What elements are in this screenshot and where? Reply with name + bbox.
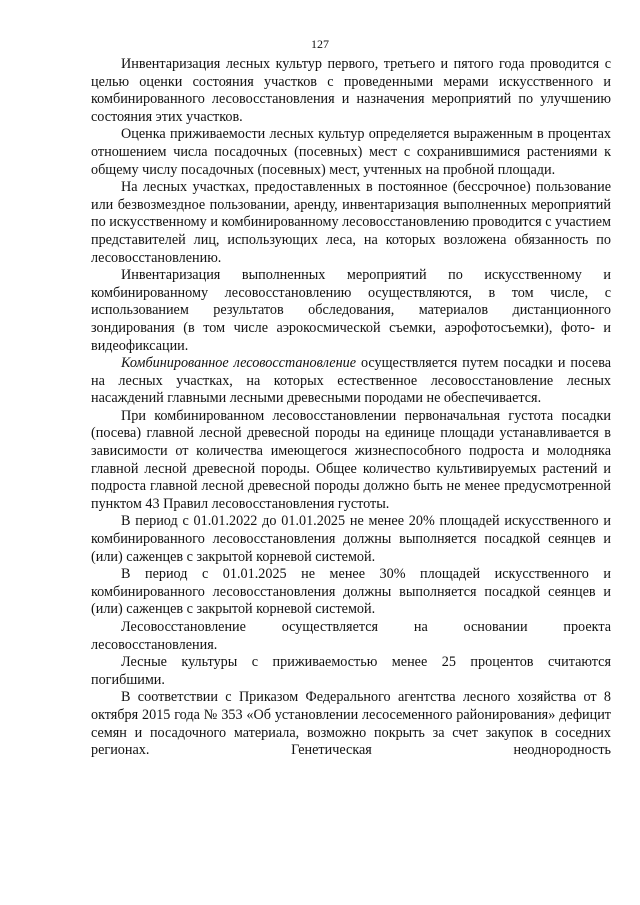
paragraph-text: Лесные культуры с приживаемостью менее 25 процентов считаются погибшими. (91, 654, 611, 688)
paragraph (91, 513, 611, 566)
paragraph (91, 619, 611, 654)
paragraph-text: Инвентаризация выполненных мероприятий по искусственному и комбинированному лесовосстановлению осуществляются, в том числе, с использованием результатов обследования, материалов дистанционного зондирования (в том числе аэрокосмической съемки, аэрофотосъемки), фото- и видеофиксации. (91, 267, 611, 354)
emphasized-term: Комбинированное лесовосстановление (121, 355, 357, 372)
paragraph (91, 355, 611, 408)
page-number: 127 (311, 37, 329, 51)
paragraph-text: осуществляется путем посадки и посева на лесных участках, на которых естественное лесовосстановление лесных насаждений главными лесными древесными породами не обеспечивается. (91, 355, 611, 407)
paragraph-text: Инвентаризация лесных культур первого, третьего и пятого года проводится с целью оценки состояния участков с проведенными мерами искусственного и комбинированного лесовосстановления и назначения мероприятий по улучшению состояния этих участков. (91, 56, 611, 125)
paragraph (91, 566, 611, 619)
paragraph (91, 126, 611, 179)
paragraph-text: При комбинированном лесовосстановлении первоначальная густота посадки (посева) главной лесной древесной породы на единице площади устанавливается в зависимости от количества имеющегося жизнеспособного подроста и молодняка главной лесной древесной породы. Общее количество культивируемых растений и подроста главной лесной древесной породы должно быть не менее предусмотренной пунктом 43 Правил лесовосстановления густоты. (91, 407, 611, 512)
paragraph-text: Оценка приживаемости лесных культур определяется выраженным в процентах отношением числа посадочных (посевных) мест с сохранившимися растениями к общему числу посадочных (посевных) мест, учтенных на пробной площади. (91, 126, 611, 178)
paragraph-text: В период с 01.01.2022 до 01.01.2025 не менее 20% площадей искусственного и комбинированного лесовосстановления должны выполняется посадкой сеянцев и (или) саженцев с закрытой корневой системой. (91, 513, 611, 565)
paragraph (91, 267, 611, 355)
paragraph (91, 408, 611, 514)
paragraph (91, 654, 611, 689)
paragraph-text: На лесных участках, предоставленных в постоянное (бессрочное) пользование или безвозмездное пользовании, аренду, инвентаризация выполненных мероприятий по искусственному и комбинированному лесовосстановлению проводится с участием представителей лиц, использующих леса, на которых возложена обязанность по лесовосстановлению. (91, 179, 611, 266)
paragraph-text: В соответствии с Приказом Федерального агентства лесного хозяйства от 8 октября 2015 года № 353 «Об установлении лесосеменного районирования» дефицит семян и посадочного материала, возможно покрыть за счет закупок в соседних регионах. Генетическая неоднородность (91, 689, 611, 759)
paragraph (91, 689, 611, 759)
document-body (91, 56, 611, 760)
paragraph (91, 179, 611, 267)
paragraph (91, 56, 611, 126)
paragraph-text: Лесовосстановление осуществляется на основании проекта лесовосстановления. (91, 619, 611, 653)
paragraph-text: В период с 01.01.2025 не менее 30% площадей искусственного и комбинированного лесовосстановления должны выполняется посадкой сеянцев и (или) саженцев с закрытой корневой системой. (91, 566, 611, 618)
